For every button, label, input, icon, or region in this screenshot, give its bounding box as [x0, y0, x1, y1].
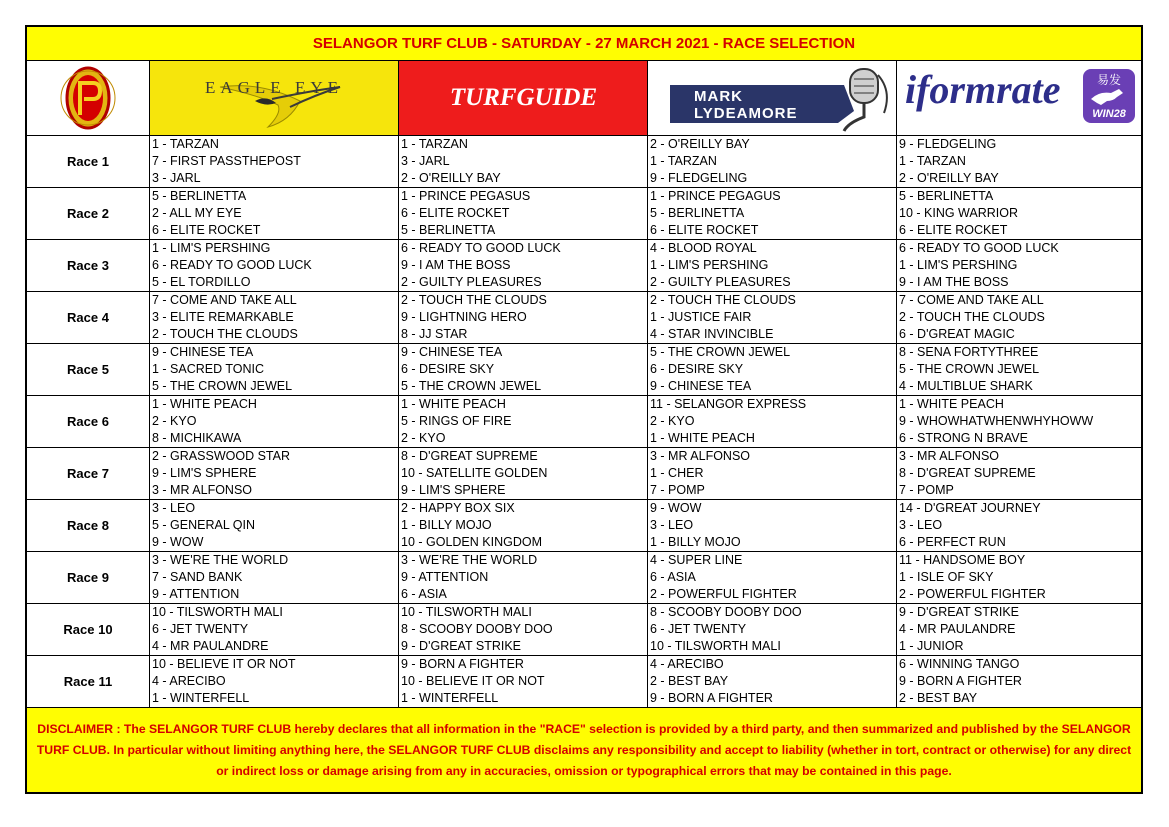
- racehorse-icon: [1083, 85, 1135, 107]
- tipster-picks-cell: [399, 604, 648, 655]
- horse-pick: 2 - HAPPY BOX SIX: [401, 501, 515, 515]
- horse-pick: 3 - WE'RE THE WORLD: [401, 553, 538, 567]
- horse-pick: 8 - SCOOBY DOOBY DOO: [401, 622, 553, 636]
- horse-pick: 8 - SCOOBY DOOBY DOO: [650, 605, 802, 619]
- race-selection-sheet: [25, 25, 1143, 794]
- horse-pick: 5 - THE CROWN JEWEL: [401, 379, 542, 393]
- race-label: Race 7: [27, 448, 150, 499]
- tipster-picks-cell: [648, 344, 897, 395]
- horse-pick: 10 - SATELLITE GOLDEN: [401, 466, 548, 480]
- horse-pick: 7 - SAND BANK: [152, 570, 243, 584]
- horse-pick: 10 - TILSWORTH MALI: [152, 605, 283, 619]
- win28-text: WIN28: [1092, 108, 1126, 120]
- iformrate-wordmark: iformrate: [905, 67, 1061, 112]
- horse-pick: 3 - JARL: [152, 171, 201, 185]
- horse-pick: 3 - LEO: [650, 518, 694, 532]
- horse-pick: 4 - SUPER LINE: [650, 553, 743, 567]
- horse-pick: 9 - I AM THE BOSS: [899, 275, 1009, 289]
- horse-pick: 5 - BERLINETTA: [899, 189, 994, 203]
- horse-pick: 1 - LIM'S PERSHING: [650, 258, 769, 272]
- horse-pick: 9 - BORN A FIGHTER: [650, 691, 773, 705]
- win28-chinese-text: 易发: [1096, 73, 1121, 87]
- tipster-picks-cell: [648, 604, 897, 655]
- horse-pick: 7 - FIRST PASSTHEPOST: [152, 154, 301, 168]
- horse-pick: 5 - GENERAL QIN: [152, 518, 256, 532]
- horse-pick: 4 - MULTIBLUE SHARK: [899, 379, 1033, 393]
- horse-pick: 2 - O'REILLY BAY: [899, 171, 999, 185]
- horse-pick: 11 - HANDSOME BOY: [899, 553, 1026, 567]
- horse-pick: 10 - TILSWORTH MALI: [401, 605, 532, 619]
- race-row: [27, 136, 1141, 188]
- horse-pick: 2 - ALL MY EYE: [152, 206, 242, 220]
- tipster-picks-cell: [897, 240, 1141, 291]
- horse-pick: 9 - CHINESE TEA: [401, 345, 503, 359]
- tipster-picks-cell: [897, 344, 1141, 395]
- horse-pick: 2 - GRASSWOOD STAR: [152, 449, 290, 463]
- horse-pick: 14 - D'GREAT JOURNEY: [899, 501, 1041, 515]
- horse-pick: 3 - LEO: [152, 501, 196, 515]
- horse-pick: 2 - TOUCH THE CLOUDS: [899, 310, 1045, 324]
- race-row: [27, 292, 1141, 344]
- horse-pick: 1 - LIM'S PERSHING: [899, 258, 1018, 272]
- tipster-picks-cell: [648, 552, 897, 603]
- horse-pick: 3 - MR ALFONSO: [899, 449, 1000, 463]
- race-label: Race 5: [27, 344, 150, 395]
- race-label: Race 4: [27, 292, 150, 343]
- horse-pick: 2 - KYO: [152, 414, 197, 428]
- horse-pick: 10 - BELIEVE IT OR NOT: [401, 674, 545, 688]
- horse-pick: 1 - JUSTICE FAIR: [650, 310, 752, 324]
- horse-pick: 2 - KYO: [401, 431, 446, 445]
- tipster-picks-cell: [399, 552, 648, 603]
- tipster-picks-cell: [150, 136, 399, 187]
- race-label: Race 3: [27, 240, 150, 291]
- horse-pick: 5 - THE CROWN JEWEL: [152, 379, 293, 393]
- tipster-picks-cell: [399, 240, 648, 291]
- horse-pick: 1 - TARZAN: [650, 154, 717, 168]
- horse-pick: 6 - DESIRE SKY: [650, 362, 744, 376]
- race-row: [27, 188, 1141, 240]
- horse-pick: 1 - BILLY MOJO: [650, 535, 741, 549]
- horse-pick: 6 - ELITE ROCKET: [152, 223, 261, 237]
- tipster-picks-cell: [399, 136, 648, 187]
- tipster-picks-cell: [399, 396, 648, 447]
- tipster-picks-cell: [150, 292, 399, 343]
- horse-pick: 2 - TOUCH THE CLOUDS: [401, 293, 547, 307]
- mark-lydeamore-logo-icon: [648, 61, 897, 135]
- horse-pick: 7 - POMP: [650, 483, 705, 497]
- race-label: Race 11: [27, 656, 150, 707]
- horse-pick: 9 - WOW: [650, 501, 702, 515]
- horse-pick: 1 - WHITE PEACH: [152, 397, 257, 411]
- tipster-picks-cell: [648, 396, 897, 447]
- horse-pick: 9 - BORN A FIGHTER: [401, 657, 524, 671]
- horse-pick: 5 - THE CROWN JEWEL: [899, 362, 1040, 376]
- tipster-picks-cell: [150, 500, 399, 551]
- horse-pick: 4 - ARECIBO: [650, 657, 724, 671]
- tipster-picks-cell: [150, 552, 399, 603]
- tipster-picks-cell: [399, 188, 648, 239]
- horse-pick: 6 - PERFECT RUN: [899, 535, 1006, 549]
- horse-pick: 4 - MR PAULANDRE: [899, 622, 1016, 636]
- horse-pick: 1 - WINTERFELL: [401, 691, 499, 705]
- horse-pick: 6 - READY TO GOOD LUCK: [899, 241, 1059, 255]
- tipster-picks-cell: [150, 656, 399, 707]
- club-emblem-icon: [27, 61, 150, 135]
- horse-pick: 3 - ELITE REMARKABLE: [152, 310, 294, 324]
- horse-pick: 9 - D'GREAT STRIKE: [899, 605, 1020, 619]
- horse-pick: 8 - D'GREAT SUPREME: [401, 449, 538, 463]
- horse-pick: 10 - BELIEVE IT OR NOT: [152, 657, 296, 671]
- turfguide-wordmark: TURFGUIDE: [449, 84, 598, 111]
- horse-pick: 2 - TOUCH THE CLOUDS: [152, 327, 298, 341]
- tipster-picks-cell: [648, 240, 897, 291]
- lydeamore-line: LYDEAMORE: [694, 105, 798, 122]
- horse-pick: 2 - BEST BAY: [650, 674, 729, 688]
- tipster-picks-cell: [648, 136, 897, 187]
- horse-pick: 6 - ASIA: [401, 587, 447, 601]
- horse-pick: 10 - TILSWORTH MALI: [650, 639, 781, 653]
- race-label: Race 1: [27, 136, 150, 187]
- tipster-picks-cell: [150, 396, 399, 447]
- horse-pick: 4 - BLOOD ROYAL: [650, 241, 757, 255]
- horse-pick: 1 - TARZAN: [401, 137, 468, 151]
- eagle-eye-logo-icon: [150, 61, 399, 135]
- horse-pick: 2 - GUILTY PLEASURES: [401, 275, 542, 289]
- horse-pick: 2 - O'REILLY BAY: [401, 171, 501, 185]
- tipster-picks-cell: [648, 656, 897, 707]
- horse-pick: 5 - BERLINETTA: [152, 189, 247, 203]
- race-row: [27, 656, 1141, 708]
- disclaimer-text: DISCLAIMER : The SELANGOR TURF CLUB hereby declares that all information in the "RACE" selection is provided by a third party, and then summarized and published by the SELANGOR TURF CLUB. In particular without limiting anything here, the SELANGOR TURF CLUB disclaims any responsibility and accept to liability (whether in tort, contract or otherwise) for any direct or indirect loss or damage arising from any in accuracies, omission or typographical errors that may be contained in this page.: [27, 708, 1141, 792]
- horse-pick: 9 - CHINESE TEA: [152, 345, 254, 359]
- horse-pick: 6 - READY TO GOOD LUCK: [401, 241, 561, 255]
- tipster-picks-cell: [150, 240, 399, 291]
- horse-pick: 8 - JJ STAR: [401, 327, 468, 341]
- race-row: [27, 344, 1141, 396]
- horse-pick: 1 - LIM'S PERSHING: [152, 241, 271, 255]
- tipster-picks-cell: [897, 188, 1141, 239]
- horse-pick: 1 - PRINCE PEGASUS: [401, 189, 531, 203]
- horse-pick: 4 - ARECIBO: [152, 674, 226, 688]
- horse-pick: 1 - BILLY MOJO: [401, 518, 492, 532]
- horse-pick: 8 - SENA FORTYTHREE: [899, 345, 1039, 359]
- horse-pick: 1 - WHITE PEACH: [650, 431, 755, 445]
- horse-pick: 6 - JET TWENTY: [152, 622, 249, 636]
- horse-pick: 9 - LIM'S SPHERE: [152, 466, 257, 480]
- horse-pick: 6 - ELITE ROCKET: [401, 206, 510, 220]
- horse-pick: 2 - KYO: [650, 414, 695, 428]
- tipster-picks-cell: [897, 292, 1141, 343]
- race-label: Race 2: [27, 188, 150, 239]
- page-title: SELANGOR TURF CLUB - SATURDAY - 27 MARCH 2021 - RACE SELECTION: [27, 27, 1141, 61]
- horse-pick: 3 - WE'RE THE WORLD: [152, 553, 289, 567]
- horse-pick: 1 - JUNIOR: [899, 639, 964, 653]
- horse-pick: 6 - D'GREAT MAGIC: [899, 327, 1015, 341]
- tipster-picks-cell: [399, 292, 648, 343]
- horse-pick: 1 - PRINCE PEGAGUS: [650, 189, 781, 203]
- tipster-picks-cell: [648, 188, 897, 239]
- horse-pick: 7 - POMP: [899, 483, 954, 497]
- horse-pick: 9 - FLEDGELING: [899, 137, 997, 151]
- horse-pick: 1 - TARZAN: [899, 154, 966, 168]
- horse-pick: 9 - WOW: [152, 535, 204, 549]
- horse-pick: 8 - D'GREAT SUPREME: [899, 466, 1036, 480]
- tipster-picks-cell: [150, 448, 399, 499]
- iformrate-logo-cell: [897, 61, 1141, 135]
- microphone-icon: [844, 69, 887, 131]
- horse-pick: 2 - POWERFUL FIGHTER: [899, 587, 1046, 601]
- mark-line: MARK: [694, 88, 743, 105]
- tipster-picks-cell: [399, 656, 648, 707]
- horse-pick: 9 - LIGHTNING HERO: [401, 310, 527, 324]
- horse-pick: 6 - ELITE ROCKET: [899, 223, 1008, 237]
- horse-pick: 5 - BERLINETTA: [401, 223, 496, 237]
- tipster-picks-cell: [648, 292, 897, 343]
- race-row: [27, 552, 1141, 604]
- horse-pick: 6 - READY TO GOOD LUCK: [152, 258, 312, 272]
- horse-pick: 7 - COME AND TAKE ALL: [899, 293, 1044, 307]
- race-label: Race 8: [27, 500, 150, 551]
- race-row: [27, 240, 1141, 292]
- race-row: [27, 396, 1141, 448]
- horse-pick: 9 - WHOWHATWHENWHYHOWW: [899, 414, 1094, 428]
- horse-pick: 6 - ELITE ROCKET: [650, 223, 759, 237]
- turfguide-logo-cell: [399, 61, 648, 135]
- race-row: [27, 500, 1141, 552]
- horse-pick: 3 - LEO: [899, 518, 943, 532]
- tipster-picks-cell: [648, 448, 897, 499]
- club-logo-cell: [27, 61, 150, 135]
- horse-pick: 9 - ATTENTION: [401, 570, 489, 584]
- tipster-picks-cell: [150, 604, 399, 655]
- horse-pick: 9 - CHINESE TEA: [650, 379, 752, 393]
- tipster-picks-cell: [399, 344, 648, 395]
- tipster-picks-cell: [897, 396, 1141, 447]
- tipster-logo-row: [27, 61, 1141, 136]
- tipster-picks-cell: [648, 500, 897, 551]
- horse-pick: 4 - MR PAULANDRE: [152, 639, 269, 653]
- tipster-picks-cell: [399, 448, 648, 499]
- horse-pick: 9 - LIM'S SPHERE: [401, 483, 506, 497]
- tipster-picks-cell: [399, 500, 648, 551]
- race-label: Race 6: [27, 396, 150, 447]
- tipster-picks-cell: [897, 136, 1141, 187]
- horse-pick: 10 - KING WARRIOR: [899, 206, 1018, 220]
- mark-lydeamore-logo-cell: [648, 61, 897, 135]
- tipster-picks-cell: [897, 500, 1141, 551]
- horse-pick: 6 - ASIA: [650, 570, 696, 584]
- horse-pick: 4 - STAR INVINCIBLE: [650, 327, 774, 341]
- horse-pick: 3 - JARL: [401, 154, 450, 168]
- horse-pick: 7 - COME AND TAKE ALL: [152, 293, 297, 307]
- horse-pick: 6 - STRONG N BRAVE: [899, 431, 1028, 445]
- race-label: Race 10: [27, 604, 150, 655]
- horse-pick: 1 - WHITE PEACH: [899, 397, 1004, 411]
- race-row: [27, 448, 1141, 500]
- horse-pick: 9 - ATTENTION: [152, 587, 240, 601]
- horse-pick: 1 - ISLE OF SKY: [899, 570, 994, 584]
- horse-pick: 9 - I AM THE BOSS: [401, 258, 511, 272]
- eagle-eye-wordmark: EAGLE EYE: [204, 78, 344, 97]
- horse-pick: 2 - GUILTY PLEASURES: [650, 275, 791, 289]
- race-row: [27, 604, 1141, 656]
- horse-pick: 9 - BORN A FIGHTER: [899, 674, 1022, 688]
- eagle-eye-logo-cell: [150, 61, 399, 135]
- horse-pick: 1 - WINTERFELL: [152, 691, 250, 705]
- horse-pick: 11 - SELANGOR EXPRESS: [650, 397, 807, 411]
- tipster-picks-cell: [897, 656, 1141, 707]
- horse-pick: 6 - DESIRE SKY: [401, 362, 495, 376]
- tipster-picks-cell: [897, 604, 1141, 655]
- horse-pick: 8 - MICHIKAWA: [152, 431, 242, 445]
- horse-pick: 9 - FLEDGELING: [650, 171, 748, 185]
- tipster-picks-cell: [150, 344, 399, 395]
- horse-pick: 1 - WHITE PEACH: [401, 397, 506, 411]
- horse-pick: 1 - TARZAN: [152, 137, 219, 151]
- horse-pick: 3 - MR ALFONSO: [152, 483, 253, 497]
- horse-pick: 6 - WINNING TANGO: [899, 657, 1020, 671]
- horse-pick: 1 - CHER: [650, 466, 704, 480]
- horse-pick: 2 - TOUCH THE CLOUDS: [650, 293, 796, 307]
- tipster-picks-cell: [150, 188, 399, 239]
- horse-pick: 1 - SACRED TONIC: [152, 362, 265, 376]
- horse-pick: 5 - RINGS OF FIRE: [401, 414, 512, 428]
- horse-pick: 3 - MR ALFONSO: [650, 449, 751, 463]
- horse-pick: 6 - JET TWENTY: [650, 622, 747, 636]
- horse-pick: 5 - BERLINETTA: [650, 206, 745, 220]
- horse-pick: 5 - THE CROWN JEWEL: [650, 345, 791, 359]
- horse-pick: 5 - EL TORDILLO: [152, 275, 251, 289]
- tipster-picks-cell: [897, 448, 1141, 499]
- horse-pick: 2 - POWERFUL FIGHTER: [650, 587, 797, 601]
- tipster-picks-cell: [897, 552, 1141, 603]
- race-label: Race 9: [27, 552, 150, 603]
- horse-pick: 10 - GOLDEN KINGDOM: [401, 535, 542, 549]
- horse-pick: 2 - BEST BAY: [899, 691, 978, 705]
- horse-pick: 2 - O'REILLY BAY: [650, 137, 750, 151]
- win28-badge: [1083, 69, 1135, 123]
- horse-pick: 9 - D'GREAT STRIKE: [401, 639, 522, 653]
